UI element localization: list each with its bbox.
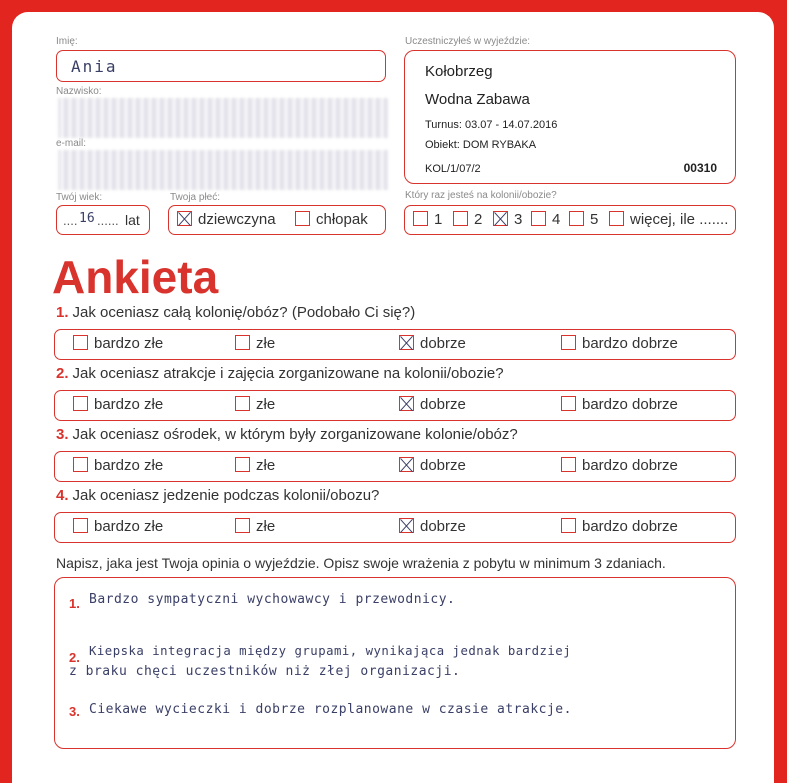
rating-option[interactable] (561, 396, 678, 413)
checkbox-icon[interactable] (561, 457, 576, 472)
age-dots-after: ...... (97, 213, 119, 228)
checkbox-icon[interactable] (73, 518, 88, 533)
rating-option-label: złe (256, 396, 276, 413)
times-field (404, 205, 736, 235)
first-name-label: Imię: (56, 36, 78, 47)
rating-option[interactable] (235, 457, 275, 474)
question-number: 3. (56, 426, 69, 443)
rating-option[interactable] (561, 518, 678, 535)
rating-option-label: bardzo złe (94, 396, 164, 413)
times-option-more[interactable]: więcej, ile ....... (609, 211, 728, 228)
times-option-3[interactable]: 3 (493, 211, 522, 228)
checkbox-icon[interactable] (235, 518, 250, 533)
checkbox-icon[interactable] (73, 457, 88, 472)
survey-title: Ankieta (52, 251, 219, 303)
opinion-line-3: Ciekawe wycieczki i dobrze rozplanowane w czasie atrakcje. (89, 702, 572, 717)
age-value: 16 (79, 211, 95, 226)
checkbox-icon[interactable] (235, 396, 250, 411)
opinion-num-2: 2. (69, 650, 80, 665)
opinion-line-2-cont: z braku chęci uczestników niż złej organizacji. (69, 664, 461, 679)
question-text: Jak oceniasz atrakcje i zajęcia zorganizowane na kolonii/obozie? (72, 365, 504, 382)
rating-option[interactable] (235, 335, 275, 352)
checkbox-icon[interactable] (399, 518, 414, 533)
rating-option-label: dobrze (420, 457, 466, 474)
rating-option-label: dobrze (420, 518, 466, 535)
question-2 (56, 365, 504, 382)
checkbox-icon[interactable] (73, 335, 88, 350)
rating-option-label: bardzo dobrze (582, 457, 678, 474)
question-3 (56, 426, 518, 443)
rating-option-label: bardzo złe (94, 335, 164, 352)
checkbox-icon[interactable] (561, 396, 576, 411)
times-option-2[interactable]: 2 (453, 211, 482, 228)
rating-option-label: złe (256, 457, 276, 474)
rating-option-label: bardzo dobrze (582, 518, 678, 535)
rating-row-3 (54, 451, 736, 482)
rating-option-label: złe (256, 518, 276, 535)
rating-option-label: bardzo dobrze (582, 396, 678, 413)
rating-option[interactable] (399, 396, 466, 413)
checkbox-icon[interactable] (235, 457, 250, 472)
question-text: Jak oceniasz ośrodek, w którym były zorganizowane kolonie/obóz? (72, 426, 518, 443)
rating-option[interactable] (73, 518, 163, 535)
surname-field-redacted (58, 98, 388, 138)
rating-option[interactable] (235, 396, 275, 413)
opinion-prompt: Napisz, jaka jest Twoja opinia o wyjeździe. Opisz swoje wrażenia z pobytu w minimum 3 zdaniach. (56, 555, 666, 571)
question-number: 4. (56, 487, 69, 504)
times-label: Który raz jesteś na kolonii/obozie? (405, 190, 557, 201)
rating-option[interactable] (235, 518, 275, 535)
rating-option[interactable] (399, 518, 466, 535)
age-dots-before: .... (63, 213, 78, 228)
checkbox-icon[interactable] (399, 396, 414, 411)
rating-option[interactable] (73, 396, 163, 413)
rating-row-2 (54, 390, 736, 421)
rating-option-label: bardzo złe (94, 518, 164, 535)
rating-option[interactable] (399, 457, 466, 474)
times-option-1[interactable]: 1 (413, 211, 442, 228)
age-label: Twój wiek: (56, 192, 103, 203)
rating-option[interactable] (561, 457, 678, 474)
gender-option-girl[interactable]: dziewczyna (177, 211, 276, 228)
checkbox-icon[interactable] (399, 335, 414, 350)
checkbox-icon[interactable] (73, 396, 88, 411)
first-name-value: Ania (71, 57, 118, 76)
question-text: Jak oceniasz jedzenie podczas kolonii/obozu? (72, 487, 380, 504)
first-name-field[interactable] (56, 50, 386, 82)
email-label: e-mail: (56, 138, 87, 149)
trip-city: Kołobrzeg (425, 63, 493, 80)
checkbox-icon[interactable] (561, 518, 576, 533)
checkbox-icon[interactable] (561, 335, 576, 350)
trip-object: Obiekt: DOM RYBAKA (425, 139, 537, 151)
question-number: 2. (56, 365, 69, 382)
trip-code: KOL/1/07/2 (425, 163, 481, 175)
times-option-5[interactable]: 5 (569, 211, 598, 228)
rating-row-1 (54, 329, 736, 360)
checkbox-icon[interactable] (235, 335, 250, 350)
rating-option[interactable] (561, 335, 678, 352)
rating-option-label: bardzo złe (94, 457, 164, 474)
gender-option-boy[interactable]: chłopak (295, 211, 368, 228)
rating-option-label: dobrze (420, 396, 466, 413)
opinion-line-1: Bardzo sympatyczni wychowawcy i przewodnicy. (89, 592, 456, 607)
gender-field (168, 205, 386, 235)
checkbox-icon[interactable] (177, 211, 192, 226)
trip-name: Wodna Zabawa (425, 91, 530, 108)
rating-row-4 (54, 512, 736, 543)
rating-option-label: dobrze (420, 335, 466, 352)
opinion-num-3: 3. (69, 704, 80, 719)
question-4 (56, 487, 379, 504)
opinion-num-1: 1. (69, 596, 80, 611)
question-text: Jak oceniasz całą kolonię/obóz? (Podobało Ci się?) (72, 304, 416, 321)
rating-option[interactable] (73, 335, 163, 352)
rating-option-label: bardzo dobrze (582, 335, 678, 352)
rating-option[interactable] (73, 457, 163, 474)
email-field-redacted (58, 150, 388, 190)
question-number: 1. (56, 304, 69, 321)
age-unit: lat (125, 212, 140, 228)
question-1 (56, 304, 415, 321)
opinion-line-2: Kiepska integracja między grupami, wynikająca jednak bardziej (89, 644, 572, 658)
trip-turnus: Turnus: 03.07 - 14.07.2016 (425, 119, 558, 131)
opinion-field[interactable] (54, 577, 736, 749)
rating-option[interactable] (399, 335, 466, 352)
checkbox-icon[interactable] (295, 211, 310, 226)
surname-label: Nazwisko: (56, 86, 102, 97)
times-option-4[interactable]: 4 (531, 211, 560, 228)
trip-info-box (404, 50, 736, 184)
survey-sheet (12, 12, 774, 783)
trip-number: 00310 (683, 161, 717, 175)
age-field[interactable] (56, 205, 150, 235)
rating-option-label: złe (256, 335, 276, 352)
gender-label: Twoja płeć: (170, 192, 221, 203)
checkbox-icon[interactable] (399, 457, 414, 472)
trip-label: Uczestniczyłeś w wyjeździe: (405, 36, 531, 47)
